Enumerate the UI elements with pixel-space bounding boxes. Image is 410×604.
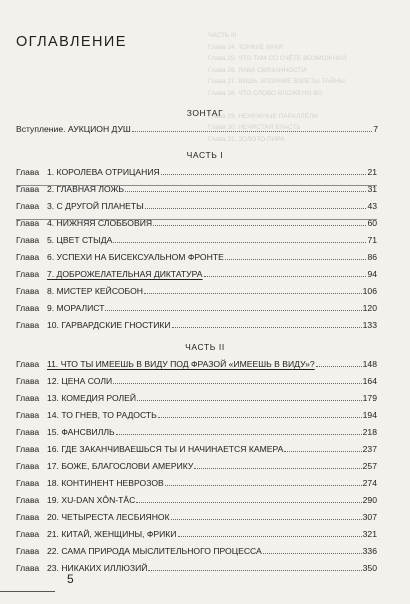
dot-leader [113,235,366,243]
toc-entry-prefix: Глава [16,410,40,420]
dot-leader [178,529,362,537]
dot-leader [172,320,362,328]
dot-leader [132,124,372,132]
toc-entry-prefix: Глава [16,252,40,262]
toc-entry-title: 23. НИКАКИХ ИЛЛЮЗИЙ [47,563,148,573]
toc-entry-page: 120 [362,303,377,313]
dot-leader [148,563,361,571]
toc-entry-page: 274 [362,478,377,488]
toc-entry-title: 5. ЦВЕТ СТЫДА [47,235,113,245]
toc-entry-prefix: Глава [16,546,40,556]
section-heading-prologue: ЗОНТАГ [186,108,224,118]
dot-leader [194,461,361,469]
toc-entry-page: 350 [362,563,377,573]
toc-entry-chapter[interactable] [16,218,377,236]
toc-entry-page: 336 [362,546,377,556]
toc-entry-prefix: Глава [16,563,40,573]
toc-entry-page: 164 [362,376,377,386]
toc-entry-chapter[interactable] [16,393,377,411]
toc-entry-prefix: Глава [16,184,40,194]
dot-leader [161,167,367,175]
toc-entry-title: 14. ТО ГНЕВ, ТО РАДОСТЬ [47,410,157,420]
dot-leader [113,376,361,384]
toc-entry-page: 307 [362,512,377,522]
toc-entry-page: 106 [362,286,377,296]
toc-entry-prefix: Глава [16,303,40,313]
toc-entry-title: 7. ДОБРОЖЕЛАТЕЛЬНАЯ ДИКТАТУРА [47,269,203,279]
toc-entry-prefix: Глава [16,218,40,228]
toc-entry-chapter[interactable] [16,495,377,513]
toc-entry-prefix: Глава [16,461,40,471]
toc-entry-prefix: Глава [16,495,40,505]
toc-entry-prefix: Глава [16,359,40,369]
dot-leader [125,184,366,192]
toc-entry-page: 60 [367,218,377,228]
toc-entry-prefix: Глава [16,393,40,403]
toc-entry-title: 10. ГАРВАРДСКИЕ ГНОСТИКИ [47,320,171,330]
toc-entry-title: 19. XU-DAN XÔN-TÂC [47,495,136,505]
toc-entry-page: 148 [362,359,377,369]
toc-entry-prefix: Глава [16,427,40,437]
toc-entry-chapter[interactable] [16,461,377,479]
toc-entry-title: 13. КОМЕДИЯ РОЛЕЙ [47,393,137,403]
toc-entry-page: 86 [367,252,377,262]
toc-entry-title: 11. ЧТО ТЫ ИМЕЕШЬ В ВИДУ ПОД ФРАЗОЙ «ИМЕЕШЬ В ВИДУ»? [47,359,315,369]
dot-leader [225,252,367,260]
toc-entry-chapter[interactable] [16,376,377,394]
toc-entry-prefix: Глава [16,512,40,522]
toc-entry-title: 1. КОРОЛЕВА ОТРИЦАНИЯ [47,167,160,177]
toc-entry-page: 94 [367,269,377,279]
toc-entry-title: 4. НИЖНЯЯ СЛОББОВИЯ [47,218,153,228]
toc-entry-page: 237 [362,444,377,454]
toc-entry-chapter[interactable] [16,478,377,496]
toc-entry-title: 18. КОНТИНЕНТ НЕВРОЗОВ [47,478,164,488]
toc-entry-chapter[interactable] [16,512,377,530]
toc-entry-prefix: Глава [16,235,40,245]
toc-entry-prefix: Глава [16,376,40,386]
toc-entry-page: 290 [362,495,377,505]
toc-entry-page: 257 [362,461,377,471]
toc-entry-chapter[interactable] [16,303,377,321]
toc-entry-chapter[interactable] [16,320,377,338]
toc-entry-chapter[interactable] [16,359,377,377]
dot-leader [153,218,366,226]
toc-entry-prefix: Глава [16,529,40,539]
toc-entry-title: 15. ФАНСВИЛЛЬ [47,427,115,437]
toc-entry-page: 133 [362,320,377,330]
toc-entry-title: 12. ЦЕНА СОЛИ [47,376,113,386]
toc-entry-chapter[interactable] [16,427,377,445]
dot-leader [144,286,362,294]
toc-entry-page: 218 [362,427,377,437]
toc-entry-prefix: Глава [16,320,40,330]
dot-leader [284,444,361,452]
toc-entry-chapter[interactable] [16,184,377,202]
toc-entry-title: 9. МОРАЛИСТ [47,303,105,313]
dot-leader [204,269,367,277]
toc-entry-prefix: Глава [16,444,40,454]
toc-entry-prologue[interactable] [16,124,378,142]
toc-entry-title: 20. ЧЕТЫРЕСТА ЛЕСБИЯНОК [47,512,170,522]
toc-entry-title: 16. ГДЕ ЗАКАНЧИВАЕШЬСЯ ТЫ И НАЧИНАЕТСЯ КАМЕРА [47,444,284,454]
toc-entry-title: 22. САМА ПРИРОДА МЫСЛИТЕЛЬНОГО ПРОЦЕССА [47,546,262,556]
toc-entry-page: 43 [367,201,377,211]
page-number: 5 [67,572,74,586]
toc-entry-chapter[interactable] [16,410,377,428]
dot-leader [116,427,362,435]
toc-entry-title: 8. МИСТЕР КЕЙСОБОН [47,286,143,296]
toc-entry-prefix: Глава [16,167,40,177]
page-title: ОГЛАВЛЕНИЕ [16,34,127,50]
footer-rule [0,591,55,592]
toc-entry-title: 2. ГЛАВНАЯ ЛОЖЬ [47,184,125,194]
toc-entry-page: 194 [362,410,377,420]
toc-entry-title: 3. С ДРУГОЙ ПЛАНЕТЫ [47,201,144,211]
dot-leader [171,512,362,520]
dot-leader [165,478,362,486]
toc-entry-chapter[interactable] [16,286,377,304]
dot-leader [158,410,362,418]
toc-entry-chapter[interactable] [16,269,377,287]
dot-leader [136,495,361,503]
toc-entry-page: 71 [367,235,377,245]
toc-entry-prefix: Глава [16,478,40,488]
toc-entry-prefix: Глава [16,269,40,279]
dot-leader [145,201,367,209]
toc-entry-page: 7 [373,124,378,134]
toc-entry-chapter[interactable] [16,546,377,564]
toc-entry-chapter[interactable] [16,444,377,462]
toc-entry-title: 17. БОЖЕ, БЛАГОСЛОВИ АМЕРИКУ [47,461,194,471]
toc-entry-chapter[interactable] [16,235,377,253]
toc-entry-page: 321 [362,529,377,539]
toc-entry-title: Вступление. АУКЦИОН ДУШ [16,124,131,134]
toc-entry-prefix: Глава [16,286,40,296]
bleed-through-text: ЧАСТЬ III Глава 24. ТОНКИЕ КРАЯ Глава 25. ЧТО ТАМ СО СЧЁТЕ ВОЗМОЖНАЯ Глава 26. ЛАВА СВЯЗАННОСТИ Глава 27. ВИШЬ, ВТОРНИЕ ВЗЛЕТЫ ТАЙНЫ Глава 28. ЧТО СЛОВО ВЛОЖЕНО ВО Глава 29. НЕНУЖНЫЕ ПАРАЛЛЕЛИ Глава 30. НЕЧИСТАЯ ВЛАСТЬ Глава 31. ЗОЛОТО ПИРА [208,32,347,143]
dot-leader [137,393,362,401]
dot-leader [316,359,362,367]
section-heading-part-1: ЧАСТЬ I [186,150,224,160]
toc-entry-chapter[interactable] [16,252,377,270]
dot-leader [105,303,361,311]
toc-entry-title: 21. КИТАЙ, ЖЕНЩИНЫ, ФРИКИ [47,529,177,539]
toc-entry-title: 6. УСПЕХИ НА БИСЕКСУАЛЬНОМ ФРОНТЕ [47,252,224,262]
toc-entry-prefix: Глава [16,201,40,211]
section-heading-part-2: ЧАСТЬ II [185,342,225,352]
toc-entry-page: 21 [367,167,377,177]
toc-entry-page: 31 [367,184,377,194]
toc-entry-page: 179 [362,393,377,403]
dot-leader [263,546,362,554]
toc-entry-chapter[interactable] [16,529,377,547]
